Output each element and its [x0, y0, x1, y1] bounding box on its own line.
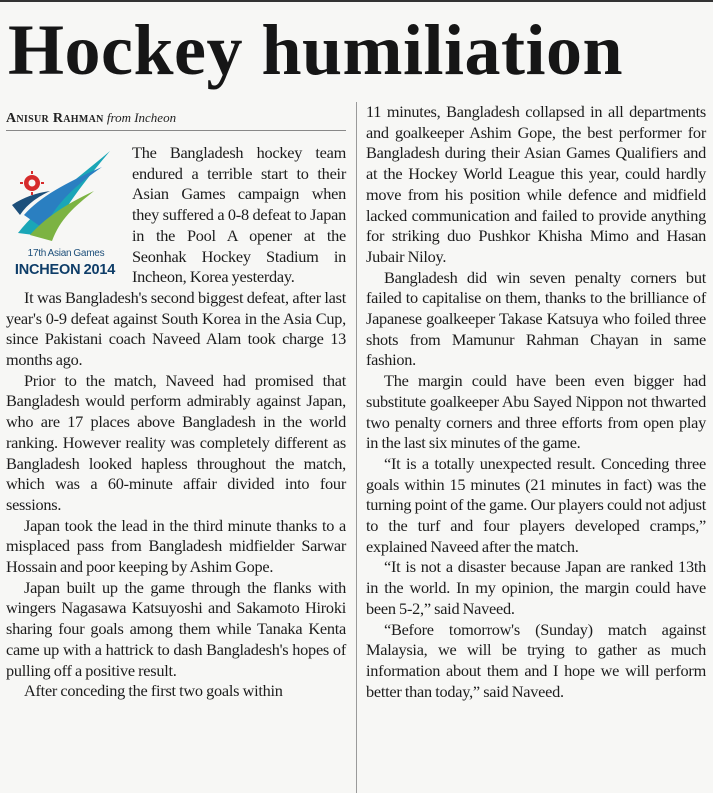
byline-rule — [6, 130, 346, 131]
logo-title: INCHEON 2014 — [14, 262, 116, 278]
paragraph: Japan took the lead in the third minute thanks to a misplaced pass from Bangladesh midfielder Sarwar Hossain and poor keeping by Ashim Gope. — [6, 515, 346, 577]
byline-location: from Incheon — [106, 110, 177, 125]
paragraph: The Bangladesh hockey team endured a terrible start to their Asian Games campaign when they suffered a 0-8 defeat to Japan in the Pool A opener at the Seonhak Hockey Stadium in Incheon, Korea yesterday. — [132, 143, 346, 287]
paragraph: It was Bangladesh's second biggest defeat, after last year's 0-9 defeat against South Korea in the Asia Cup, since Pakistani coach Naveed Alam took charge 13 months ago. — [6, 287, 346, 370]
paragraph: “Before tomorrow's (Sunday) match against Malaysia, we will be trying to gather as much information about them and I hope we will perform better than today,” said Naveed. — [366, 619, 706, 701]
paragraph: Prior to the match, Naveed had promised that Bangladesh would perform admirably against Japan, who are 17 places above Bangladesh in the world ranking. However reality was completely different as Bangladesh looked hapless throughout the match, which was a 60-minute affair divided into four sessions. — [6, 370, 346, 514]
byline — [6, 108, 346, 129]
byline-author: Anisur Rahman — [6, 111, 104, 126]
headline: Hockey humiliation — [8, 10, 624, 90]
asian-games-logo — [6, 145, 124, 281]
paragraph: Japan built up the game through the flanks with wingers Nagasawa Katsuyoshi and Sakamoto Hiroki sharing four goals among them while Tanaka Kenta came up with a hattrick to dash Bangladesh's hopes of pulling off a positive result. — [6, 577, 346, 680]
paragraph: “It is not a disaster because Japan are ranked 13th in the world. In my opinion, the margin could have been 5-2,” said Naveed. — [366, 557, 706, 618]
top-rule — [0, 0, 713, 2]
paragraph: The margin could have been even bigger had substitute goalkeeper Abu Sayed Nippon not thwarted two penalty corners and three efforts from open play in the last six minutes of the game. — [366, 371, 706, 453]
paragraph: After conceding the first two goals within — [24, 681, 283, 701]
asian-games-emblem-icon — [10, 145, 122, 245]
paragraph: “It is a totally unexpected result. Conceding three goals within 15 minutes (21 minutes in fact) was the turning point of the game. Our players could not adjust to the turf and four players developed cramps,” explained Naveed after the match. — [366, 453, 706, 556]
column-divider — [356, 102, 357, 793]
paragraph: Bangladesh did win seven penalty corners but failed to capitalise on them, thanks to the brilliance of Japanese goalkeeper Takase Katsuya who foiled three shots from Mamunur Rahman Chayan in same fashion. — [366, 267, 706, 370]
article-column-right — [366, 102, 706, 702]
logo-subtitle: 17th Asian Games — [27, 248, 105, 259]
paragraph: 11 minutes, Bangladesh collapsed in all departments and goalkeeper Ashim Gope, the best performer for Bangladesh during their Asian Games Qualifiers and at the Hockey World League this year, could hardly move from his position while defence and midfield lacked communication and failed to provide anything for striking duo Pushkor Khisha Mimo and Hasan Jubair Niloy. — [366, 102, 706, 266]
article-column-left — [6, 143, 346, 702]
